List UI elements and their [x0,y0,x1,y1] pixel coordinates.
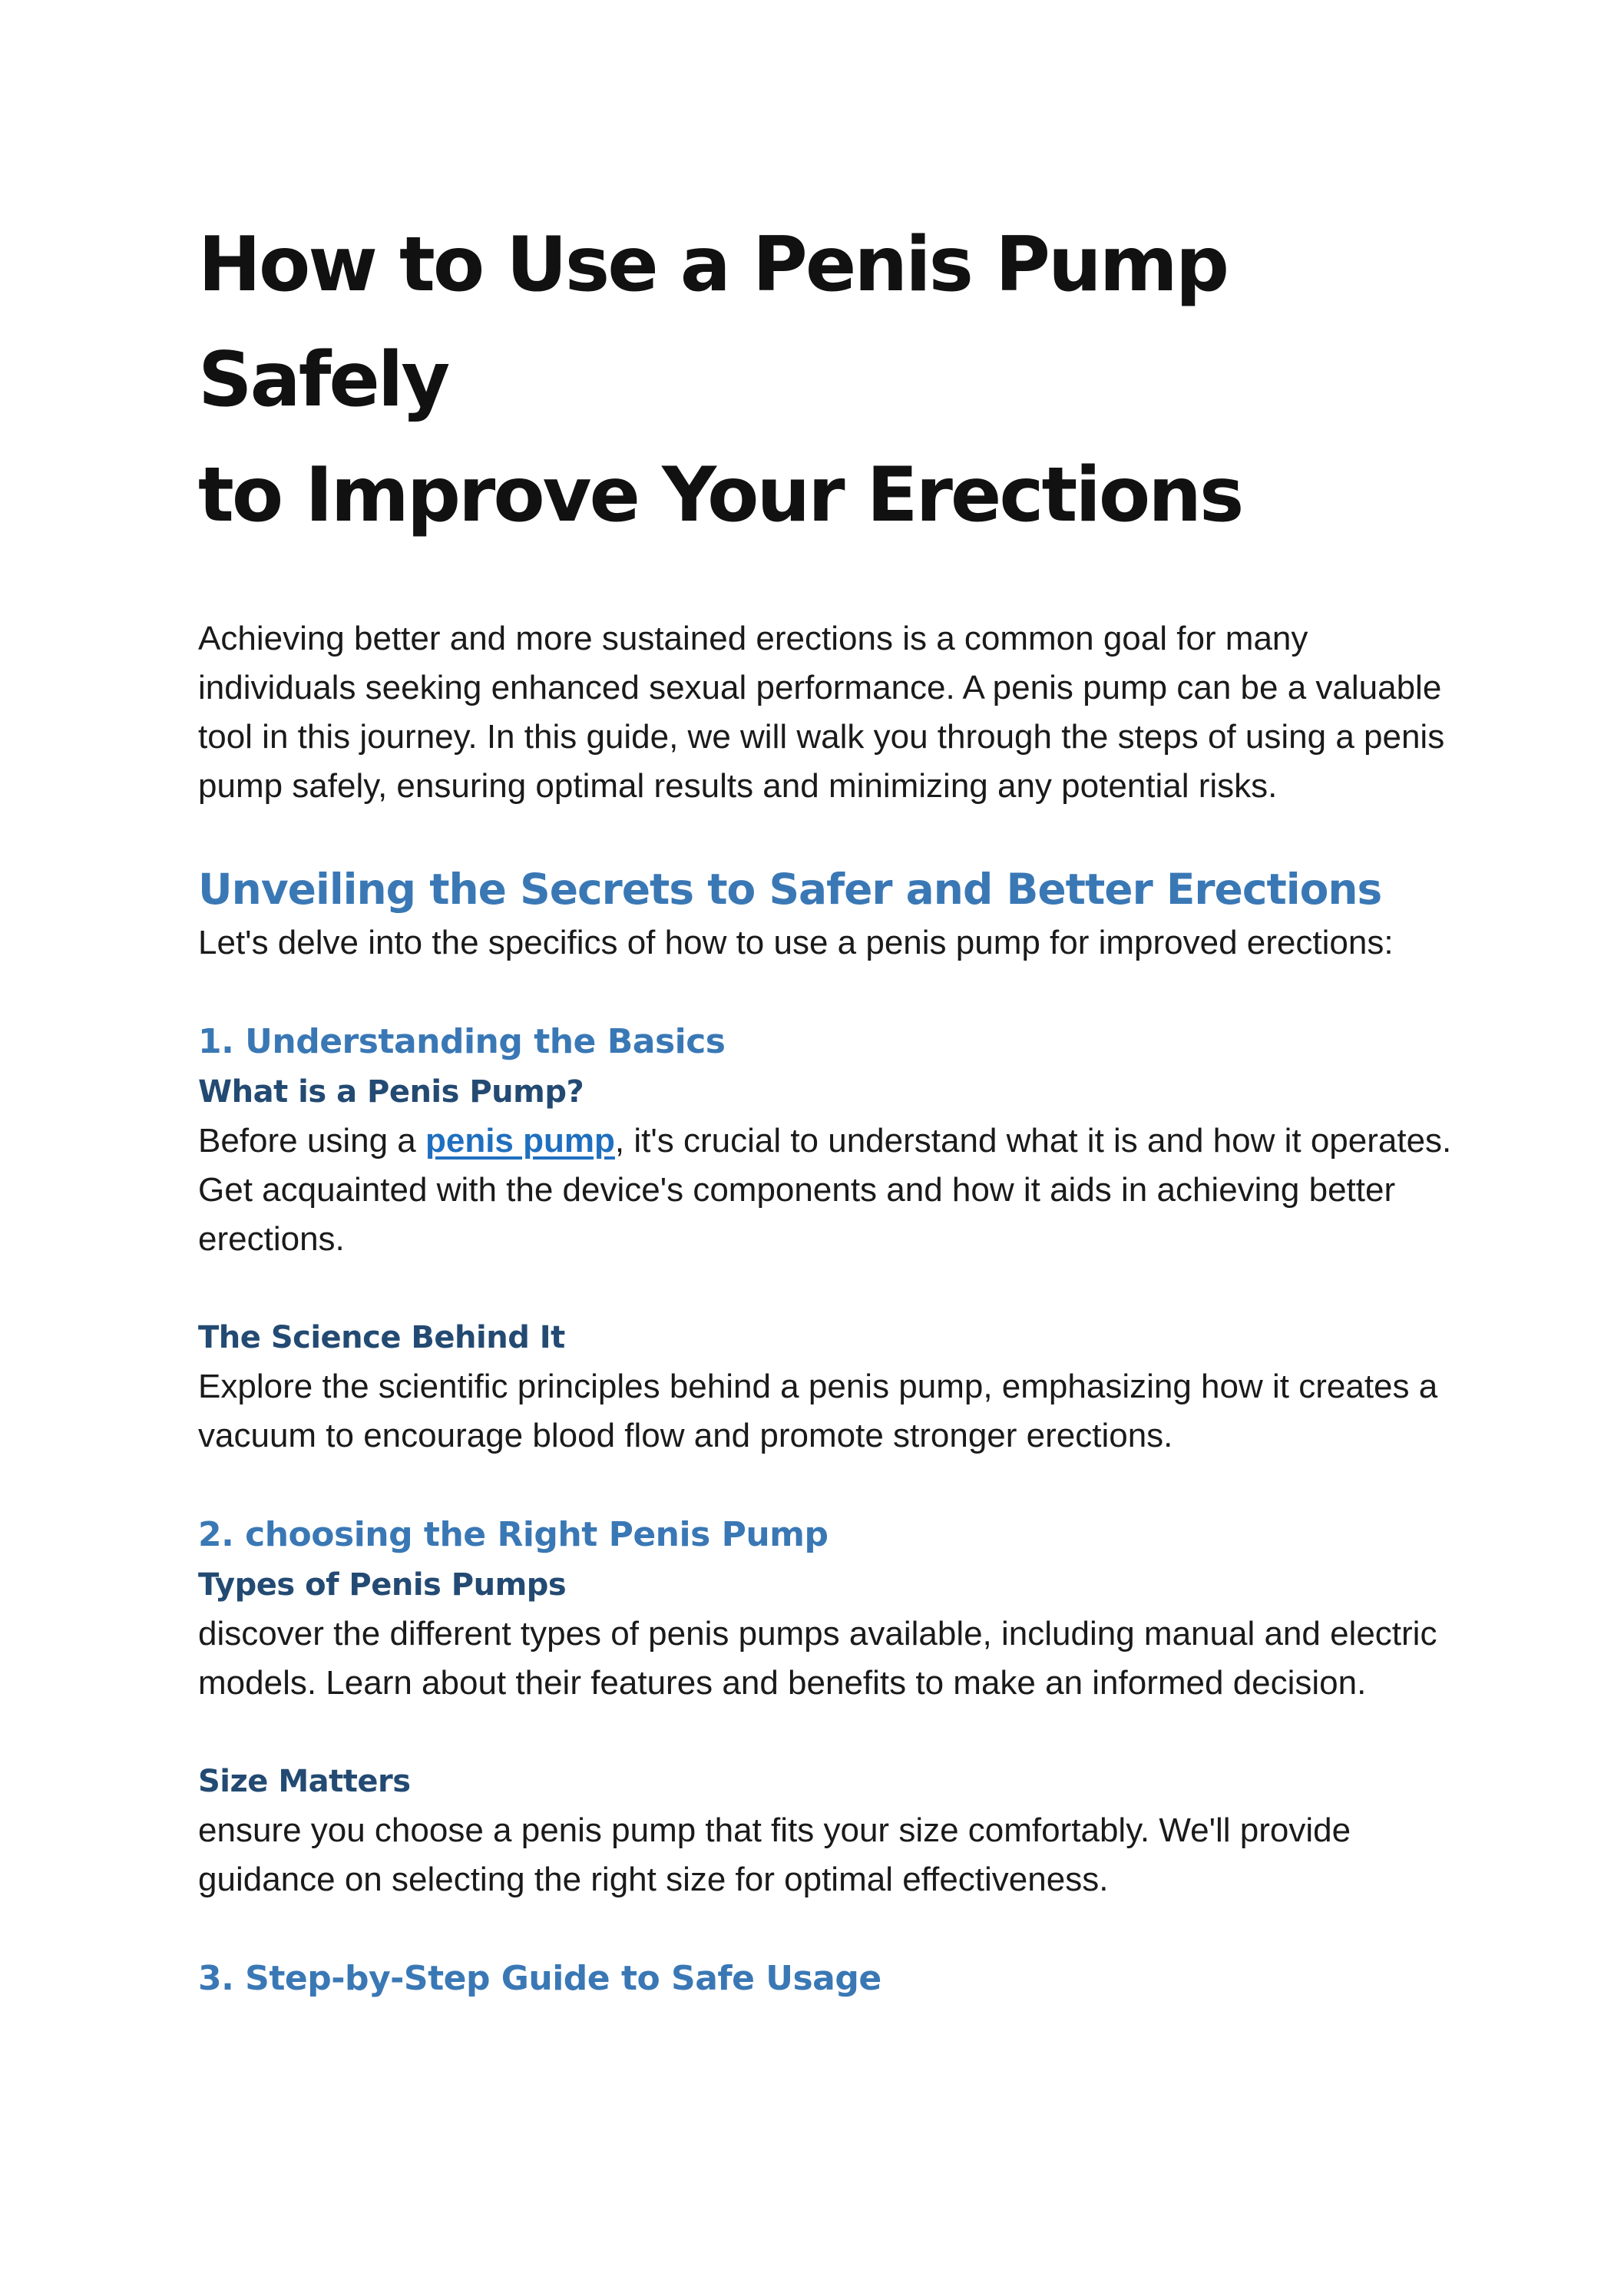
intro-paragraph: Achieving better and more sustained erections is a common goal for many individuals seeking enhanced sexual performance. A penis pump can be a valuable tool in this journey. In this guide, we will walk you through the steps of using a penis pump safely, ensuring optimal results and minimizing any potential risks. [198,620,1445,805]
subsection-2-2-paragraph: ensure you choose a penis pump that fits your size comfortably. We'll provide guidance on selecting the right size for optimal effectiveness. [198,1811,1351,1898]
subsection-2-1-heading: Types of Penis Pumps [198,1567,567,1603]
section-3-heading: 3. Step-by-Step Guide to Safe Usage [198,1959,881,1998]
subsection-1-1-paragraph [198,1117,1457,1264]
section-2-heading: 2. choosing the Right Penis Pump [198,1515,829,1554]
subsection-2-2-heading: Size Matters [198,1764,411,1799]
subsection-1-2-paragraph: Explore the scientific principles behind a penis pump, emphasizing how it creates a vacuum to encourage blood flow and promote stronger erections. [198,1368,1438,1454]
section-1-heading: 1. Understanding the Basics [198,1022,726,1061]
subsection-1-1-text-after-link: , it's crucial to understand what it is and how it operates. Get acquainted with the device's components and how it aids in achieving better erections. [198,1122,1452,1258]
penis-pump-link[interactable]: penis pump [425,1122,615,1160]
section-intro-paragraph: Let's delve into the specifics of how to use a penis pump for improved erections: [198,924,1394,961]
subsection-2-1-paragraph: discover the different types of penis pumps available, including manual and electric models. Learn about their features and benefits to make an informed decision. [198,1615,1437,1702]
subsection-1-1-text-before-link: Before using a [198,1122,425,1160]
document-page [198,207,1457,2004]
subsection-1-1-heading: What is a Penis Pump? [198,1074,584,1110]
title-line-1: How to Use a Penis Pump Safely [198,221,1227,424]
subsection-1-2-heading: The Science Behind It [198,1320,565,1355]
document-title [198,207,1457,553]
title-line-2: to Improve Your Erections [198,452,1242,539]
section-heading: Unveiling the Secrets to Safer and Better Erections [198,865,1382,914]
